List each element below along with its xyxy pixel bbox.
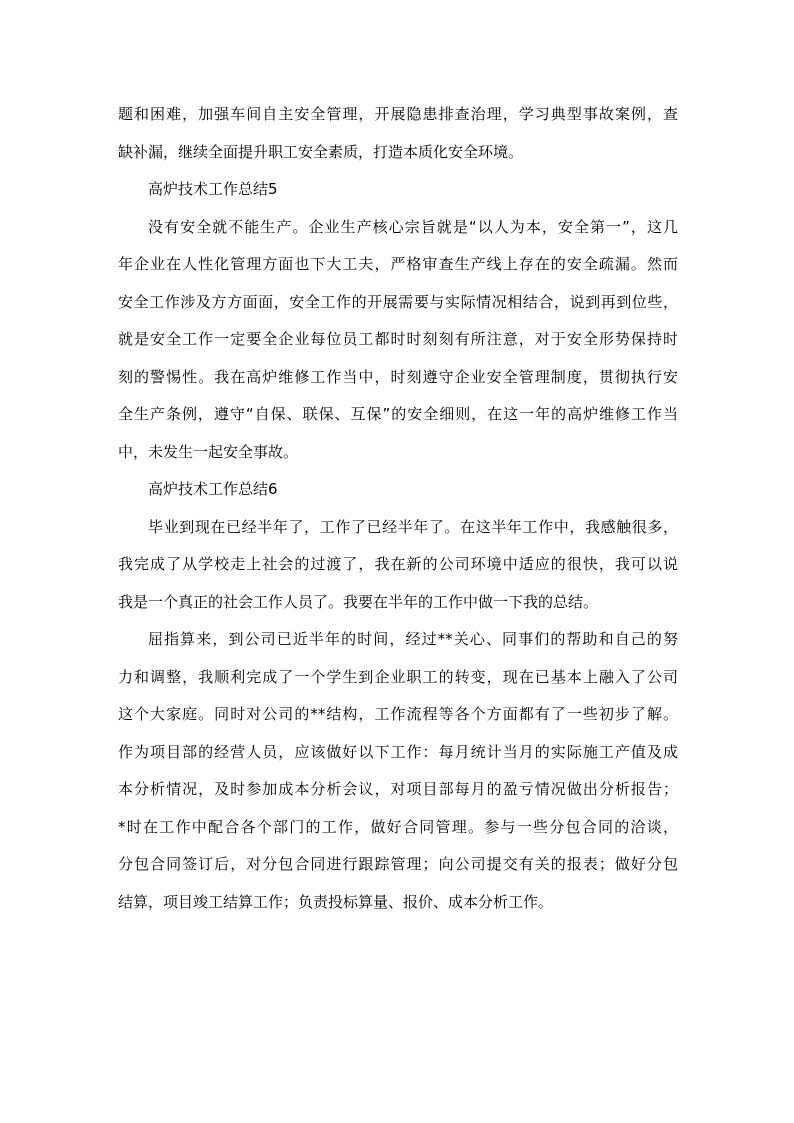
text-line: 全生产条例，遵守“自保、联保、互保”的安全细则，在这一年的高炉维修工作当 (118, 405, 678, 423)
text-line: 本分析情况，及时参加成本分析会议，对项目部每月的盈亏情况做出分析报告； (118, 780, 678, 798)
text-line: *时在工作中配合各个部门的工作，做好合同管理。参与一些分包合同的洽谈， (118, 817, 678, 836)
text-line: 年企业在人性化管理方面也下大工夫，严格审查生产线上存在的安全疏漏。然而 (118, 255, 678, 273)
text-line: 屈指算来，到公司已近半年的时间，经过**关心、同事们的帮助和自己的努 (148, 630, 678, 648)
text-line: 题和困难，加强车间自主安全管理，开展隐患排查治理，学习典型事故案例，查 (118, 105, 678, 123)
text-line: 分包合同签订后，对分包合同进行跟踪管理；向公司提交有关的报表；做好分包 (118, 855, 678, 873)
paragraph-safety (118, 209, 678, 472)
text-line: 就是安全工作一定要全企业每位员工都时时刻刻有所注意，对于安全形势保持时 (118, 330, 678, 348)
paragraph-continuation (118, 96, 678, 171)
text-line: 这个大家庭。同时对公司的**结构，工作流程等各个方面都有了一些初步了解。 (118, 705, 678, 723)
text-line: 毕业到现在已经半年了，工作了已经半年了。在这半年工作中，我感触很多， (148, 517, 678, 536)
section-heading-5: 高炉技术工作总结5 (148, 180, 278, 198)
text-line: 我是一个真正的社会工作人员了。我要在半年的工作中做一下我的总结。 (118, 592, 599, 611)
text-line: 刻的警惕性。我在高炉维修工作当中，时刻遵守企业安全管理制度，贯彻执行安 (118, 367, 678, 386)
text-line: 中，未发生一起安全事故。 (118, 442, 299, 461)
text-line: 我完成了从学校走上社会的过渡了，我在新的公司环境中适应的很快，我可以说 (118, 555, 678, 573)
text-line: 作为项目部的经营人员，应该做好以下工作：每月统计当月的实际施工产值及成 (118, 742, 678, 761)
text-line: 结算，项目竣工结算工作；负责投标算量、报价、成本分析工作。 (118, 892, 554, 911)
text-line: 力和调整，我顺利完成了一个学生到企业职工的转变，现在已基本上融入了公司 (118, 667, 678, 686)
document-body (118, 96, 678, 921)
paragraph-half-year (118, 509, 678, 622)
section-heading-6: 高炉技术工作总结6 (148, 480, 278, 498)
paragraph-responsibilities (118, 621, 678, 921)
text-line: 缺补漏，继续全面提升职工安全素质，打造本质化安全环境。 (118, 142, 524, 161)
text-line: 没有安全就不能生产。企业生产核心宗旨就是“以人为本，安全第一”，这几 (148, 217, 678, 236)
text-line: 安全工作涉及方方面面，安全工作的开展需要与实际情况相结合，说到再到位些， (118, 292, 678, 311)
